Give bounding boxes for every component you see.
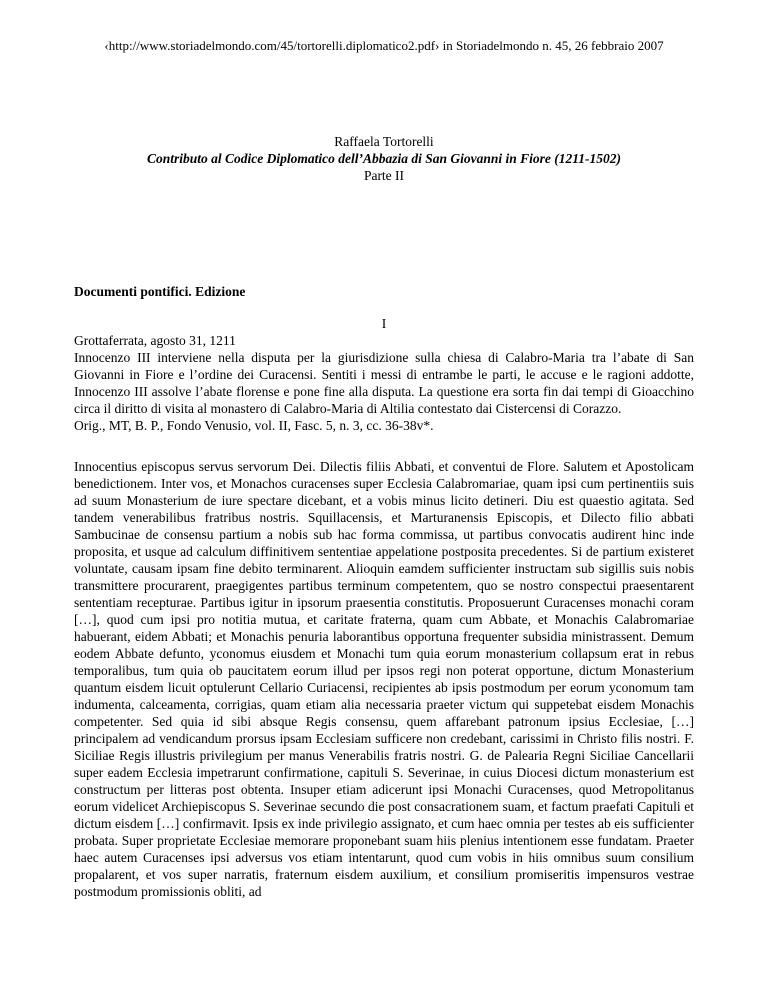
document-number: I <box>381 316 387 331</box>
regesto-summary: Innocenzo III interviene nella disputa per la giurisdizione sulla chiesa di Calabro-Maria tra l’abate di San Giovanni in Fiore e l’ordine dei Curacensi. Sentiti i messi di entrambe le parti, le accuse e le ragioni addotte, Innocenzo III assolve l’abate florense e pone fine alla disputa. La questione era sorta fin dai tempi di Gioacchino circa il diritto di visita al monastero di Calabro-Maria di Altilia contestato dai Cistercensi di Corazzo. <box>74 350 694 416</box>
date-place: Grottaferrata, agosto 31, 1211 <box>74 333 236 348</box>
author-name: Raffaela Tortorelli <box>334 134 434 149</box>
latin-text: Innocentius episcopus servus servorum Dei. Dilectis filiis Abbati, et conventui de Flore. Salutem et Apostolicam benedictionem. Inter vos, et Monachos curacenses super Ecclesia Calabromariae, quam ipsi cum pertinentiis suis ad suum Monasterium de iure spectare dicebant, et a vobis minus licito detineri. Diu est quaestio agitata. Sed tandem venerabilibus fratribus nostris. Squillacensis, et Marturanensis Episcopis, et Dilecto filio abbati Sambucinae de consensu partium a nobis sub hac forma commissa, ut partibus convocatis audirent hinc inde proposita, et usque ad calculum diffinitivem sententiae appelatione postposita precedentes. Si de partium existeret voluntate, causam ipsam fine debito terminarent. Alioquin eamdem sufficienter instructam sub sigillis suis nobis transmittere procurarent, praegigentes partibus terminum competentem, quo se nostro conspectui praesentarent sententiam recepturae. Partibus igitur in ipsorum praesentia constitutis. Proposuerunt Curacenses monachi coram […], quod cum ipsi pro notitia mutua, et caritate fraterna, quam cum Abbate, et Monachis Calabromariae habuerant, eidem Abbati; et Monachis penuria laborantibus opportuna frequenter subsidia ministrassent. Demum eodem Abbate defunto, yconomus eiusdem et Monachi tum quia eorum monasterium collapsum erat in rebus temporalibus, tum quia ob paucitatem eorum illud per ipsos regi non poterat opportune, dictum Monasterium quantum eisdem licuit optulerunt Cellario Curiacensi, recipientes ab ipsis postmodum per eorum yconomum tam indumenta, calceamenta, corrigias, quam etiam alia necessaria praeter victum qui suppetebat eisdem Monachis competenter. Sed quia id sibi absque Regis consensu, quem affarebant patronum ipsius Ecclesiae, […] principalem ad vendicandum prorsus ipsam Ecclesiam sufficere non credebant, carissimi in Christo filis nostri. F. Siciliae Regis illustris privilegium per manus Venerabilis fratris nostri. G. de Palearia Regni Siciliae Cancellarii super eadem Ecclesia impetrarunt confirmatione, capituli S. Severinae, in cuius Diocesi dictum monasterium est constructum per litteras post obtenta. Insuper etiam adicerunt ipsi Monachi Curacenses, quod Metropolitanus eorum videlicet Archiepiscopus S. Severinae secundo die post consacrationem suam, et factum praefati Capituli et dictum eisdem […] confirmavit. Ipsis ex inde privilegio assignato, et cum haec omnia per testes ab eis sufficienter probata. Super proprietate Ecclesiae memorare proponebant suam hiis plenius intentionem esse fundatam. Praeter haec autem Curacenses ipsi adversus vos etiam intentarunt, quod cum vobis in hiis omnibus suum consilium propalarent, et vos super narratis, fraternum eisdem auxilium, et consilium promiseritis impensuros vestrae postmodum promissionis obliti, ad <box>74 459 694 899</box>
tradition-note: Orig., MT, B. P., Fondo Venusio, vol. II, Fasc. 5, n. 3, cc. 36-38v*. <box>74 418 434 433</box>
section-heading: Documenti pontifici. Edizione <box>74 284 246 299</box>
source-header: ‹http://www.storiadelmondo.com/45/tortorelli.diplomatico2.pdf› in Storiadelmondo n. 45, 26 febbraio 2007 <box>104 38 664 53</box>
latin-text-block <box>74 458 694 900</box>
work-title: Contributo al Codice Diplomatico dell’Abbazia di San Giovanni in Fiore (1211-1502) <box>146 151 622 166</box>
part-label: Parte II <box>363 168 405 183</box>
title-block <box>74 133 694 184</box>
regesto-block <box>74 332 694 434</box>
